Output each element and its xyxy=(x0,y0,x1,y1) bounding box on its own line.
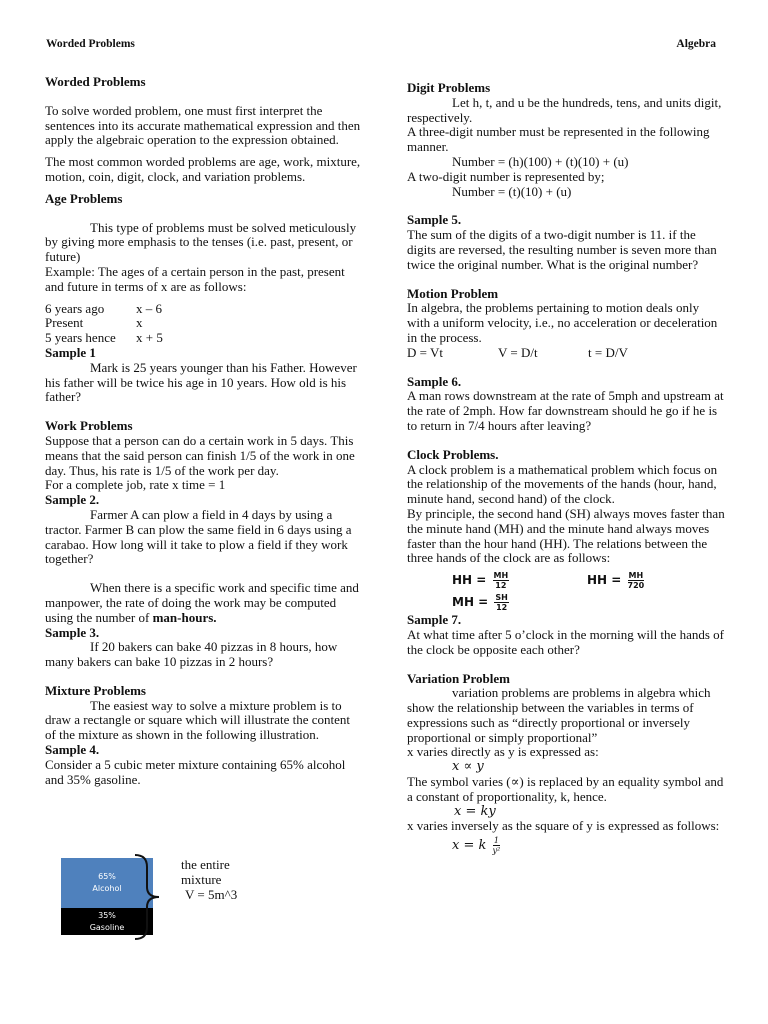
work-paragraph-3-text: When there is a specific work and specific time and manpower, the rate of doing the work may be computed using the number of xyxy=(45,580,359,625)
age-row-expr: x xyxy=(136,315,143,331)
age-heading: Age Problems xyxy=(45,190,123,206)
sample-3-label: Sample 3. xyxy=(45,624,100,640)
alcohol-percent: 65% xyxy=(98,872,116,881)
mixture-brace xyxy=(133,853,169,941)
sample-7-text: At what time after 5 o’clock in the morning will the hands of the clock be opposite each other? xyxy=(407,626,724,657)
fraction-numerator: SH xyxy=(495,592,508,602)
fraction-denominator: 12 xyxy=(495,580,507,590)
work-paragraph-2: For a complete job, rate x time = 1 xyxy=(45,477,226,493)
sample-4-label: Sample 4. xyxy=(45,742,100,758)
fraction-numerator: 1 xyxy=(493,836,499,846)
motion-heading: Motion Problem xyxy=(407,285,499,301)
sample-2-label: Sample 2. xyxy=(45,492,100,508)
variation-paragraph-1: variation problems are problems in algebra which show the relationship between the variables in terms of expressions such as “directly proportional or inversely proportional or simply proportional” xyxy=(407,685,711,745)
work-heading: Work Problems xyxy=(45,418,133,434)
age-row xyxy=(45,302,363,317)
section-title: Worded Problems xyxy=(45,74,146,89)
header-right: Algebra xyxy=(676,38,716,50)
sample-3-text: If 20 bakers can bake 40 pizzas in 8 hours, how many bakers can bake 10 pizzas in 2 hours? xyxy=(45,639,338,670)
variation-paragraph-4: x varies inversely as the square of y is expressed as follows: xyxy=(407,818,720,834)
sample-5-label: Sample 5. xyxy=(407,212,462,228)
right-column xyxy=(407,81,725,855)
clock-equation-a-fraction xyxy=(493,571,510,590)
age-row-label: Present xyxy=(45,315,84,331)
clock-equation-b-fraction xyxy=(628,571,645,590)
digit-heading: Digit Problems xyxy=(407,80,491,95)
mixture-paragraph-1: The easiest way to solve a mixture problem is to draw a rectangle or square which will illustrate the content of the mixture as shown in the following illustration. xyxy=(45,697,351,743)
sample-7-label: Sample 7. xyxy=(407,612,462,628)
variation-equation-inverse-fraction xyxy=(493,836,501,855)
alcohol-label: Alcohol xyxy=(92,884,122,893)
mixture-label-line-2: mixture xyxy=(181,872,222,887)
variation-heading: Variation Problem xyxy=(407,670,510,686)
sample-4-text: Consider a 5 cubic meter mixture containing 65% alcohol and 35% gasoline. xyxy=(45,756,346,787)
work-paragraph-1: Suppose that a person can do a certain work in 5 days. This means that the said person can finish 1/5 of the work in one day. Thus, his rate is 1/5 of the work per day. xyxy=(45,432,355,478)
fraction-numerator: MH xyxy=(628,570,644,580)
mixture-volume: V = 5m^3 xyxy=(185,887,238,902)
clock-equation-c xyxy=(407,593,509,612)
variation-equation-direct: x ∝ y xyxy=(452,759,484,775)
age-row-label: 6 years ago xyxy=(45,300,105,316)
clock-equations-row-2 xyxy=(407,591,725,613)
digit-equation-2: Number = (t)(10) + (u) xyxy=(452,183,572,199)
sample-1-text: Mark is 25 years younger than his Father. However his father will be twice his age in 10 years. How old is his father? xyxy=(45,359,357,405)
clock-equations-row-1 xyxy=(407,569,725,591)
clock-equation-a xyxy=(407,571,587,590)
sample-5-text: The sum of the digits of a two-digit number is 11. if the digits are reversed, the resulting number is seven more than twice the original number. What is the original number? xyxy=(407,227,717,272)
age-row-expr: x – 6 xyxy=(136,300,162,316)
work-paragraph-3 xyxy=(45,581,363,625)
intro-paragraph-1: To solve worded problem, one must first interpret the sentences into its accurate mathematical expression and then apply the algebraic operation to the expression obtained. xyxy=(45,102,361,148)
clock-equation-b xyxy=(587,571,644,590)
sample-2-text: Farmer A can plow a field in 4 days by using a tractor. Farmer B can plow the same field in 6 days using a carabao. How long will it take to plow a field if they work together? xyxy=(45,506,352,567)
clock-equation-c-lhs: MH = xyxy=(452,594,489,609)
header-left: Worded Problems xyxy=(46,38,135,50)
motion-formula-velocity: V = D/t xyxy=(498,344,538,360)
mixture-heading: Mixture Problems xyxy=(45,682,146,698)
motion-formulas xyxy=(407,346,725,361)
digit-equation-1: Number = (h)(100) + (t)(10) + (u) xyxy=(452,153,629,169)
age-row xyxy=(45,331,363,346)
fraction-denominator: y² xyxy=(492,846,501,856)
fraction-denominator: 720 xyxy=(627,580,645,590)
motion-formula-time: t = D/V xyxy=(588,344,628,360)
clock-paragraph-2: By principle, the second hand (SH) always moves faster than the minute hand (MH) and the minute hand always moves faster than the hour hand (HH). The relations between the three hands of the clock are as follows: xyxy=(407,505,725,566)
age-paragraph-1: This type of problems must be solved meticulously by giving more emphasis to the tenses (i.e. past, present, or future) xyxy=(45,219,357,265)
man-hours-term: man-hours. xyxy=(152,609,217,625)
clock-equation-a-lhs: HH = xyxy=(452,572,487,587)
variation-paragraph-2: x varies directly as y is expressed as: xyxy=(407,744,599,760)
digit-paragraph-1: Let h, t, and u be the hundreds, tens, and units digit, respectively. xyxy=(407,94,722,125)
clock-paragraph-1: A clock problem is a mathematical problem which focus on the relationship of the movements of the hands (hour, hand, minute hand, second hand) of the clock. xyxy=(407,461,718,507)
gasoline-percent: 35% xyxy=(98,910,116,920)
sample-1-label: Sample 1 xyxy=(45,344,96,360)
clock-equation-b-lhs: HH = xyxy=(587,572,622,587)
motion-formula-distance: D = Vt xyxy=(407,344,443,360)
age-row-expr: x + 5 xyxy=(136,330,163,346)
age-row xyxy=(45,316,363,331)
clock-equation-c-fraction xyxy=(494,593,508,612)
variation-equation-inverse-lhs: x = k xyxy=(452,838,487,854)
mixture-label xyxy=(181,857,301,902)
fraction-numerator: MH xyxy=(493,570,509,580)
left-column xyxy=(45,75,363,787)
age-paragraph-2: Example: The ages of a certain person in the past, present and future in terms of x are as follows: xyxy=(45,263,345,294)
fraction-denominator: 12 xyxy=(496,602,508,612)
intro-paragraph-2: The most common worded problems are age, work, mixture, motion, coin, digit, clock, and variation problems. xyxy=(45,154,361,184)
variation-equation-inverse xyxy=(407,836,725,855)
mixture-label-line-1: the entire xyxy=(181,857,230,872)
sample-6-text: A man rows downstream at the rate of 5mph and upstream at the rate of 2mph. How far downstream should he go if he is to return in 7/4 hours after leaving? xyxy=(407,388,724,433)
variation-paragraph-3: The symbol varies (∝) is replaced by an equality symbol and a constant of proportionality, k, hence. xyxy=(407,774,724,804)
age-row-label: 5 years hence xyxy=(45,330,116,346)
digit-paragraph-2: A three-digit number must be represented in the following manner. xyxy=(407,124,710,155)
digit-paragraph-3: A two-digit number is represented by; xyxy=(407,168,605,184)
variation-equation-constant: x = ky xyxy=(454,803,496,819)
sample-6-label: Sample 6. xyxy=(407,373,462,389)
motion-paragraph-1: In algebra, the problems pertaining to motion deals only with a uniform velocity, i.e., no acceleration or deceleration in the process. xyxy=(407,300,718,345)
gasoline-label: Gasoline xyxy=(89,922,125,932)
clock-heading: Clock Problems. xyxy=(407,446,499,462)
